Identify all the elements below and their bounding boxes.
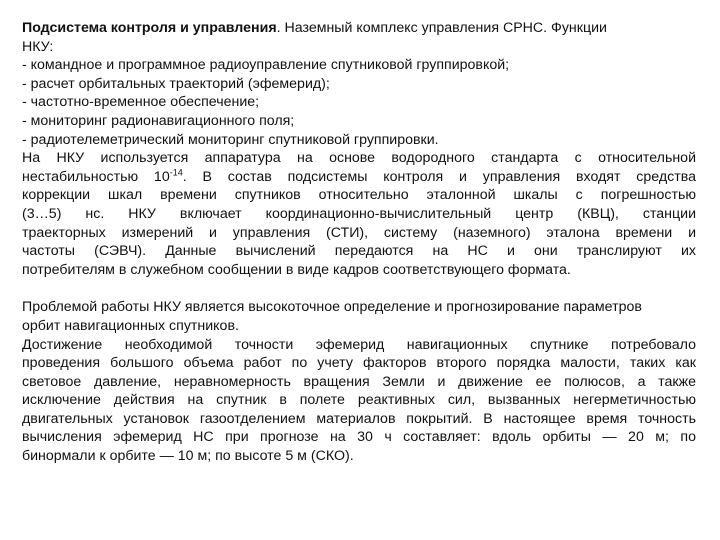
text-part: . В состав подсистемы контроля и управления входят средства bbox=[182, 168, 697, 185]
paragraph-line-last: потребителям в служебном сообщении в виде кадров соответствующего формата. bbox=[22, 261, 571, 278]
function-item: - радиотелеметрический мониторинг спутниковой группировки. bbox=[22, 131, 439, 148]
paragraph-line-last: орбит навигационных спутников. bbox=[22, 317, 239, 334]
paragraph-line: двигательных установок газоотделением материалов покрытий. В настоящее время точность bbox=[22, 410, 696, 427]
function-item: - расчет орбитальных траекторий (эфемерид); bbox=[22, 75, 330, 92]
paragraph-line: световое давление, неравномерность вращения Земли и движение ее полюсов, а также bbox=[22, 373, 696, 390]
paragraph-line: коррекции шкал времени спутников относительно эталонной шкалы с погрешностью bbox=[22, 187, 696, 204]
text-part: нестабильностью 10 bbox=[22, 168, 170, 185]
function-item: - командное и программное радиоуправление спутниковой группировкой; bbox=[22, 57, 510, 74]
document-body bbox=[22, 19, 696, 466]
function-item: - частотно-временное обеспечение; bbox=[22, 94, 260, 111]
function-item: - мониторинг радионавигационного поля; bbox=[22, 112, 295, 129]
section-heading-line bbox=[22, 19, 696, 38]
heading-continuation: . Наземный комплекс управления СРНС. Функции bbox=[276, 20, 607, 36]
paragraph-line: частоты (СЭВЧ). Данные вычислений передаются на НС и они транслируют их bbox=[22, 243, 696, 260]
paragraph-line: проведения большого объема работ по учету факторов второго порядка малости, таких как bbox=[22, 355, 696, 372]
paragraph-line: вычисления эфемерид НС при прогнозе на 30 ч составляет: вдоль орбиты — 20 м; по bbox=[22, 429, 696, 446]
paragraph-line: Проблемой работы НКУ является высокоточное определение и прогнозирование параметров bbox=[22, 299, 642, 316]
paragraph-line-with-exponent bbox=[22, 168, 696, 187]
paragraph-line: траекторных измерений и управления (СТИ), систему (наземного) эталона времени и bbox=[22, 224, 696, 241]
paragraph-line: Достижение необходимой точности эфемерид навигационных спутнике потребовало bbox=[22, 336, 696, 353]
exponent: -14 bbox=[169, 167, 183, 178]
paragraph-spacer bbox=[22, 279, 696, 298]
paragraph-line: На НКУ используется аппаратура на основе водородного стандарта с относительной bbox=[22, 150, 696, 167]
paragraph-line: (3…5) нс. НКУ включает координационно-вычислительный центр (КВЦ), станции bbox=[22, 205, 696, 222]
section-heading: Подсистема контроля и управления bbox=[22, 20, 277, 36]
paragraph-line-last: бинормали к орбите — 10 м; по высоте 5 м (СКО). bbox=[22, 448, 354, 465]
paragraph-line: исключение действия на спутник в полете реактивных сил, вызванных негерметичностью bbox=[22, 392, 696, 409]
heading-line-2: НКУ: bbox=[22, 38, 54, 55]
